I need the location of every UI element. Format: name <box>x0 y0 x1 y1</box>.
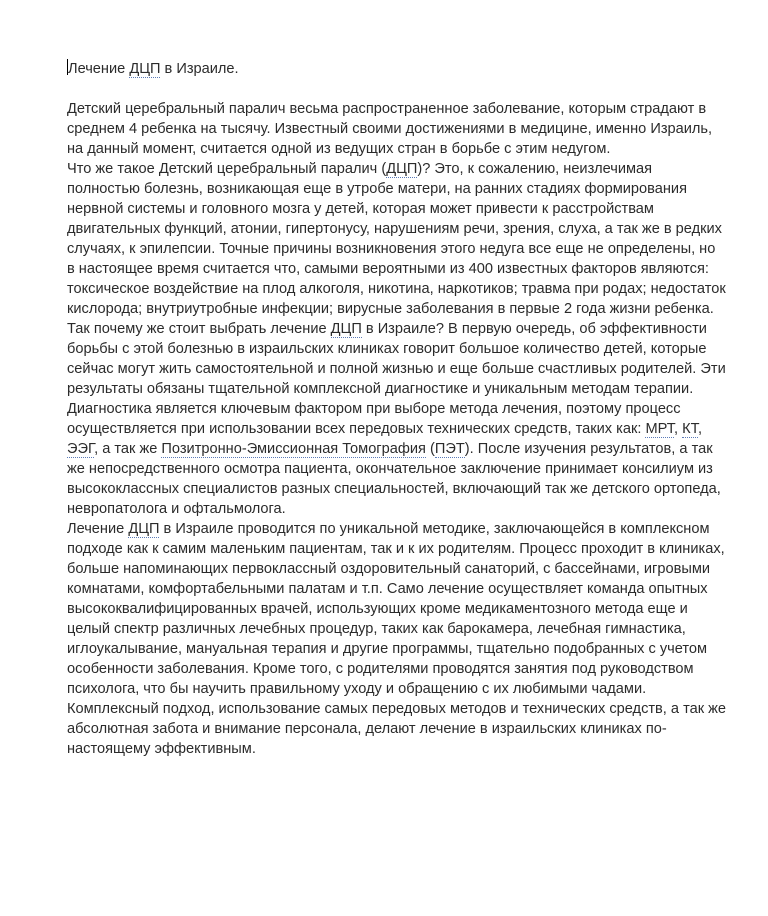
paragraph-text: ). После изучения результатов, а так же непосредственного осмотра пациента, окончательное заключение принимает консилиум из высококлассных специалистов разных специальностей, включающий так же детского ортопеда, невропатолога и офтальмолога. <box>67 441 721 517</box>
document-body[interactable] <box>67 59 727 759</box>
paragraph-why-israel <box>67 319 727 399</box>
paragraph-intro: Детский церебральный паралич весьма распространенное заболевание, которым страдают в среднем 4 ребенка на тысячу. Известный своими достижениями в медицине, именно Израиль, на данный момент, считается одной из ведущих стран в борьбе с этим недугом. <box>67 101 713 157</box>
paragraph-text: Диагностика является ключевым фактором при выборе метода лечения, поэтому процесс осуществляется при использовании всех передовых технических средств, таких как: <box>67 401 681 437</box>
paragraph-text: Так почему же стоит выбрать лечение <box>67 321 331 337</box>
paragraph-text: Что же такое Детский церебральный паралич ( <box>67 161 387 177</box>
paragraph-diagnostics <box>67 399 727 519</box>
abbr-dcp: ДЦП <box>386 161 418 177</box>
title-text-end: в Израиле. <box>160 61 239 77</box>
paragraph-treatment <box>67 519 727 699</box>
document-title <box>67 59 727 79</box>
abbr-dcp: ДЦП <box>128 521 160 537</box>
paragraph-conclusion: Комплексный подход, использование самых передовых методов и технических средств, а так же абсолютная забота и внимание персонала, делают лечение в израильских клиниках по-настоящему эффективным. <box>67 701 727 757</box>
abbr-dcp: ДЦП <box>330 321 362 337</box>
abbr-pet-full: Позитронно-Эмиссионная Томография <box>161 441 426 457</box>
abbr-pet: ПЭТ <box>434 441 465 457</box>
abbr-dcp: ДЦП <box>129 61 161 77</box>
paragraph-text: )? Это, к сожалению, неизлечимая полностью болезнь, возникающая еще в утробе матери, на ранних стадиях формирования нервной системы и головного мозга у детей, которая может привести к расстройствам двигательных функций, атонии, гипертонусу, нарушениям речи, зрения, слуха, а так же в редких случаях, к эпилепсии. Точные причины возникновения этого недуга все еще не определены, но в настоящее время считается что, самыми вероятными из 400 известных факторов являются: токсическое воздействие на плод алкоголя, никотина, наркотиков; травма при родах; недостаток кислорода; внутриутробные инфекции; вирусные заболевания в первые 2 года жизни ребенка. <box>67 161 726 317</box>
abbr-mrt: МРТ <box>645 421 675 437</box>
title-text: Лечение <box>68 61 130 77</box>
paragraph-text: в Израиле проводится по уникальной методике, заключающейся в комплексном подходе как к самим маленьким пациентам, так и к их родителям. Процесс проходит в клиниках, больше напоминающих первоклассный оздоровительный санаторий, с бассейнами, игровыми комнатами, комфортабельными палатам и т.п. Само лечение осуществляет команда опытных высококвалифицированных врачей, использующих кроме медикаментозного метода еще и целый спектр различных лечебных процедур, таких как барокамера, лечебная гимнастика, иглоукалывание, мануальная терапия и другие программы, тщательно подобранных с учетом особенности заболевания. Кроме того, с родителями проводятся занятия под руководством психолога, что бы научить правильному уходу и обращению с их любимыми чадами. <box>67 521 725 697</box>
paragraph-text: , а так же <box>94 441 162 457</box>
paragraph-text: , <box>697 421 702 437</box>
paragraph-text: ( <box>425 441 435 457</box>
paragraph-text: в Израиле? В первую очередь, об эффективности борьбы с этой болезнью в израильских клиниках говорит большое количество детей, которые сейчас могут жить самостоятельной и полной жизнью и еще больше счастливых родителей. Эти результаты обязаны тщательной комплексной диагностике и уникальным методам терапии. <box>67 321 726 397</box>
abbr-kt: КТ <box>682 421 698 437</box>
paragraph-what-is-dcp <box>67 159 727 319</box>
paragraph-text: Лечение <box>67 521 129 537</box>
abbr-eeg: ЭЭГ <box>67 441 95 457</box>
paragraph-text: , <box>674 421 683 437</box>
